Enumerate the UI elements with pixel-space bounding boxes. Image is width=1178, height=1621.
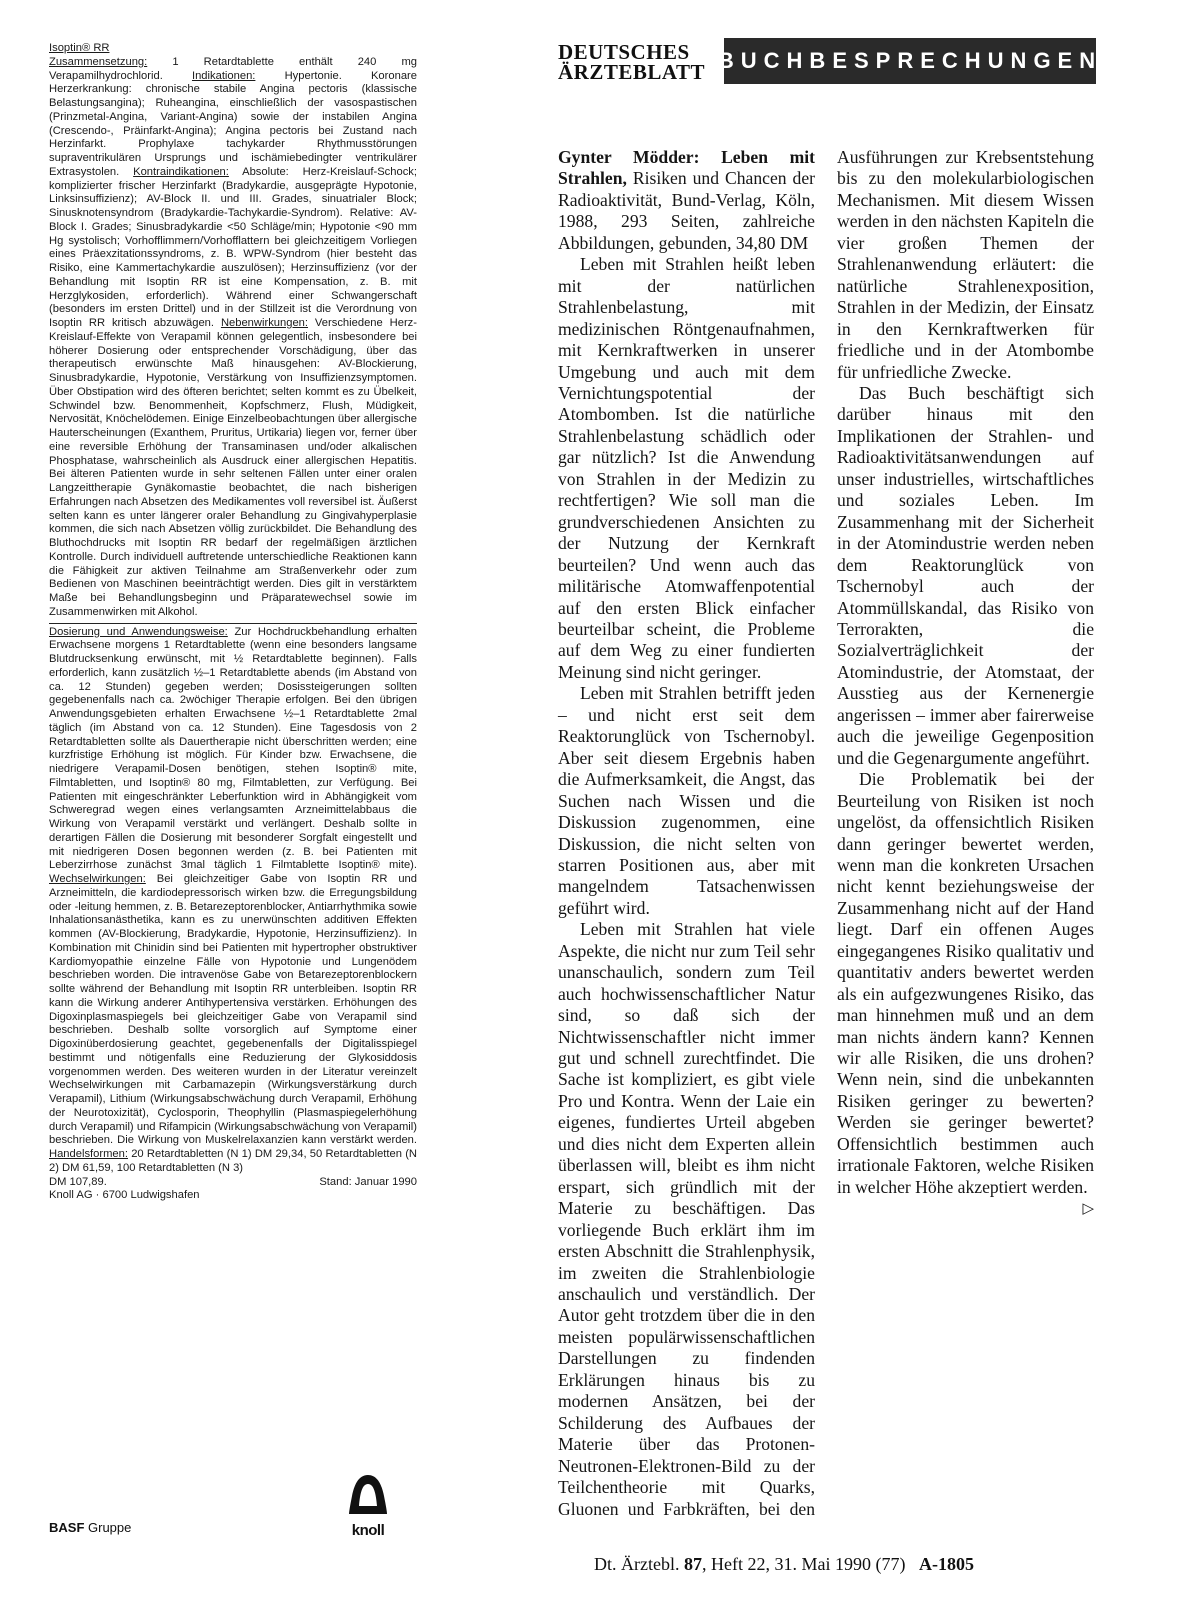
- review-paragraph: Leben mit Strahlen betrifft jeden – und nicht erst seit dem Reaktorunglück von Tschernobyl. Aber seit diesem Ergebnis haben die Aufmerksamkeit, die Angst, das Suchen nach Wissen und die Diskussion zugenommen, eine Diskussion, die nicht selten von starren Positionen aus, aber mit mangelndem Tatsachenwissen geführt wird.: [558, 683, 815, 918]
- price-stand-row: [49, 1176, 417, 1190]
- contraindications-text: Absolute: Herz-Kreislauf-Schock; komplizierter frischer Herzinfarkt (Bradykardie, ausgeprägte Hypotonie, Linksinsuffizienz); AV-Block II. und III. Grades, sinuatrialer Block; Sinusknotensyndrom (Bradykardie-Tachykardie-Syndrom). Relative: AV-Block I. Grades; Sinusbradykardie <50 Schläge/min; Hypotonie <90 mm Hg systolisch; Vorhofflimmern/Vorhofflattern bei gleichzeitigem Vorliegen eines Präexzitationssyndroms, z. B. WPW-Syndrom (hier besteht das Risiko, eine Kammertachykardie auszulösen); Herzinsuffizienz (vor der Behandlung mit Isoptin RR ist eine Kompensation, z. B. mit Herzglykosiden, erforderlich). Während einer Schwangerschaft (besonders im ersten Drittel) und in der Stillzeit ist die Verordnung von Isoptin RR kritisch abzuwägen.: [49, 165, 418, 329]
- indications-text: Hypertonie. Koronare Herzerkrankung: chronische stabile Angina pectoris (klassische Belastungsangina); Ruheangina, einschließlich der vasospastischen (Prinzmetal-Angina, Variant-Angina) sowie der instabilen Angina (Crescendo-, Präinfarkt-Angina); Angina pectoris bei Zustand nach Herzinfarkt. Prophylaxe tachykarder Rhythmusstörungen supraventrikulären Ursprungs und ischämiebedingter ventrikulärer Extrasystolen.: [49, 69, 417, 178]
- basf-name: BASF: [49, 1520, 85, 1535]
- company-address: Knoll AG · 6700 Ludwigshafen: [49, 1189, 200, 1202]
- footer-issue: , Heft 22, 31. Mai 1990 (77): [701, 1554, 906, 1574]
- last-price: DM 107,89.: [49, 1175, 107, 1188]
- page-number: A-1805: [918, 1554, 974, 1574]
- side-effects-label: Nebenwirkungen:: [220, 317, 309, 329]
- review-paragraph: Das Buch beschäftigt sich darüber hinaus mit den Implikationen der Strahlen- und Radioaktivitätsanwendungen auf unser industrielles, wirtschaftliches und soziales Leben. Im Zusammenhang mit der Sicherheit in der Atomindustrie werden neben dem Reaktorunglück von Tschernobyl auch der Atommüllskandal, das Risiko von Terrorakten, die Sozialverträglichkeit der Atomindustrie, der Atomstaat, der Ausstieg aus der Kernenergie angerissen – immer aber fairerweise auch die jeweilige Gegenposition und die Gegenargumente angeführt.: [837, 382, 1094, 768]
- review-paragraph: Leben mit Strahlen hat viele Aspekte, die nicht nur zum Teil sehr unanschaulich, sondern zum Teil auch hochwissenschaftlicher Natur sind, so daß sich der Nichtwissenschaftler nicht immer gut und schnell zurechtfindet. Die Sache ist kompliziert, es gibt viele Pro und Kontra. Wenn der Laie ein eigenes, fundiertes Urteil abgeben und dies nicht dem Experten allein überlassen will, bleibt es ihm nicht erspart, sich gründlich mit der Materie zu beschäftigen. Das vorliegende Buch erklärt ihm im ersten Abschnitt die Strahlenphysik, im zweiten die Strahlenbiologie anschaulich und verständlich. Der Autor geht trotzdem über die in den meisten populärwissenschaftlichen Darstellungen zu findenden Erklärungen hinaus bis zu modernen Ansätzen, bei der Schilderung des Aufbaues der Materie über das Protonen-Neutronen-Elektronen-Bild zu der Teilchentheorie mit Quarks, Gluonen und Farbkräften, bei den Ausführungen zur Krebsentstehung bis zu den molekularbiologischen Mechanismen. Mit diesem Wissen werden in den nächsten Kapiteln die vier großen Themen der Strahlenanwendung erläutert: die natürliche Strahlenexposition, Strahlen in der Medizin, der Einsatz in den Kernkraftwerken für friedliche und in der Atombombe für unfriedliche Zwecke.: [558, 147, 1094, 1519]
- page-footer: [594, 1554, 974, 1575]
- isoptin-advertisement: [49, 42, 417, 1203]
- indications-label: Indikationen:: [191, 69, 256, 82]
- continue-arrow-icon: ▷: [1082, 1199, 1094, 1218]
- basf-group: Gruppe: [84, 1520, 132, 1535]
- review-title: Gynter Mödder: Leben mit Strahlen,: [558, 147, 815, 189]
- composition-text: 1 Retardtablette enthält 240 mg Verapamilhydrochlorid.: [49, 55, 417, 82]
- review-heading: [558, 147, 815, 254]
- dosage-text: Zur Hochdruckbehandlung erhalten Erwachsene morgens 1 Retardtablette (wenn eine besonders langsame Blutdrucksenkung erwünscht, mit ½ Retardtablette beginnen). Falls erforderlich, kann zusätzlich ½–1 Retardtablette abends (im Abstand von ca. 12 Stunden) gegeben werden; Dosissteigerungen sollten gegebenenfalls nach ca. 2wöchiger Therapie erfolgen. Bei den übrigen Anwendungsgebieten erhalten Erwachsene ½–1 Retardtablette 2mal täglich (im Abstand von ca. 12 Stunden). Eine Tagesdosis von 2 Retardtabletten sollte als Dauertherapie nicht überschritten werden; eine kurzfristige Erhöhung ist möglich. Für Kinder bzw. Erwachsene, die niedrigere Verapamil-Dosen benötigen, stehen Isoptin® mite, Filmtabletten, und Isoptin® 80 mg, Filmtabletten, zur Verfügung. Bei Patienten mit eingeschränkter Leberfunktion wird in Abhängigkeit vom Schweregrad wegen eines verlangsamten Arzneimittelabbaus die Wirkung von Verapamil verstärkt und verlängert. Deshalb sollte in derartigen Fällen die Dosierung mit besonderer Sorgfalt eingestellt und mit niedrigeren Dosen begonnen werden (z. B. bei Patienten mit Leberzirrhose zunächst 3mal täglich 1 Filmtablette Isoptin® mite).: [49, 625, 417, 872]
- journal-name: [558, 42, 705, 82]
- side-effects-text: Verschiedene Herz-Kreislauf-Effekte von Verapamil können gelegentlich, insbesondere bei höherer Dosierung oder entsprechender Vorschädigung, über das therapeutisch erwünschte Maß hinausgehen: AV-Blockierung, Sinusbradykardie, Hypotonie, Verstärkung von Insuffizienzsymptomen. Über Obstipation wird des öfteren berichtet; selten kommt es zu Übelkeit, Schwindel bzw. Benommenheit, Kopfschmerz, Flush, Müdigkeit, Nervosität, Knöchelödemen. Einige Einzelbeobachtungen über allergische Hauterscheinungen (Exanthem, Pruritus, Urtikaria) liegen vor, ferner über eine reversible Erhöhung der Transaminasen und/oder alkalischen Phosphatase, wahrscheinlich als Ausdruck einer allergischen Hepatitis. Bei älteren Patienten wurde in sehr seltenen Fällen unter einer oralen Langzeittherapie Gynäkomastie beobachtet, die nach bisherigen Erfahrungen nach Absetzen des Medikamentes voll reversibel ist. Äußerst selten kann es unter längerer oraler Behandlung zu Gingivahyperplasie kommen, die sich nach Absetzen völlig zurückbildet. Die Behandlung des Bluthochdrucks mit Isoptin RR bedarf der regelmäßigen ärztlichen Kontrolle. Durch individuell auftretende unterschiedliche Reaktionen kann die Fähigkeit zur aktiven Teilnahme am Straßenverkehr oder zum Bedienen von Maschinen beeinträchtigt werden. Dies gilt in verstärktem Maße bei Behandlungsbeginn und Präparatewechsel sowie im Zusammenwirken mit Alkohol.: [49, 317, 417, 618]
- review-paragraph: Leben mit Strahlen heißt leben mit der natürlichen Strahlenbelastung, mit medizinischen Röntgenaufnahmen, mit Kernkraftwerken in unserer Umgebung und auch mit dem Vernichtungspotential der Atombomben. Ist die natürliche Strahlenbelastung schädlich oder gar nützlich? Ist die Anwendung von Strahlen in der Medizin zu rechtfertigen? Wie soll man die grundverschiedenen Ansichten zu der Nutzung der Kernkraft beurteilen? Und wenn auch das militärische Atomwaffenpotential auf den ersten Blick einfacher beurteilbar scheint, die Probleme auf dem Weg zu einer fundierten Meinung sind nicht geringer.: [558, 254, 815, 682]
- masthead: [558, 38, 1103, 88]
- packaging-label: Handelsformen:: [49, 1148, 128, 1160]
- review-bibliography: Risiken und Chancen der Radioaktivität, Bund-Verlag, Köln, 1988, 293 Seiten, zahlreiche Abbildungen, gebunden, 34,80 DM: [558, 168, 815, 253]
- footer-volume: 87: [683, 1554, 702, 1574]
- footer-journal: Dt. Ärztebl.: [594, 1554, 680, 1574]
- dosage-label: Dosierung und Anwendungsweise:: [49, 625, 228, 638]
- contraindications-label: Kontraindikationen:: [133, 165, 229, 178]
- book-review-article: [558, 147, 1094, 1520]
- interactions-text: Bei gleichzeitiger Gabe von Isoptin RR und Arzneimitteln, die kardiodepressorisch wirken bzw. die Erregungsbildung oder -leitung hemmen, z. B. Betarezeptorenblocker, Antiarrhythmika sowie Inhalationsanästhetika, kann es zu unerwünschten additiven Effekten kommen (AV-Blockierung, Bradykardie, Hypotonie, Herzinsuffizienz). In Kombination mit Chinidin sind bei Patienten mit hypertropher obstruktiver Kardiomyopathie einzelne Fälle von Hypotonie und Lungenödem beschrieben worden. Die intravenöse Gabe von Betarezeptorenblockern sollte während der Behandlung mit Isoptin RR unterbleiben. Isoptin RR kann die Wirkung anderer Antihypertensiva verstärken. Erhöhungen des Digoxinplasmaspiegels bei gleichzeitiger Gabe von Verapamil sind beschrieben. Deshalb sollte vorsorglich auf Symptome einer Digoxinüberdosierung geachtet, gegebenenfalls der Digitalisspiegel bestimmt und nötigenfalls eine Reduzierung der Glykosiddosis vorgenommen werden. Des weiteren wurden in der Literatur vereinzelt Wechselwirkungen mit Carbamazepin (Wirkungsverstärkung durch Verapamil), Lithium (Wirkungsabschwächung durch Verapamil, Erhöhung der Neurotoxizität), Cyclosporin, Theophyllin (Plasmaspiegelerhöhung durch Verapamil) und Rifampicin (Wirkungsabschwächung von Verapamil) beschrieben. Die Wirkung von Muskelrelaxanzien kann verstärkt werden.: [49, 873, 417, 1147]
- basf-group-label: [49, 1520, 131, 1535]
- section-banner: BUCHBESPRECHUNGEN: [724, 38, 1096, 84]
- packaging-text: 20 Retardtabletten (N 1) DM 29,34, 50 Retardtabletten (N 2) DM 61,59, 100 Retardtabletten (N 3): [49, 1148, 417, 1174]
- stand-date: Stand: Januar 1990: [319, 1175, 417, 1188]
- knoll-logo: [338, 1472, 398, 1538]
- review-paragraph: Die Problematik bei der Beurteilung von Risiken ist noch ungelöst, da offensichtlich Risiken dann geringer bewertet werden, wenn man die konkreten Ursachen nicht kennt beziehungsweise der Zusammenhang nicht auf der Hand liegt. Darf ein offenen Auges eingegangenes Risiko qualitativ und quantitativ anders bewertet werden als ein aufgezwungenes Risiko, das man hinnehmen muß und an dem man nichts ändern kann? Kennen wir alle Risiken, die uns drohen? Wenn nein, sind die unbekannten Risiken geringer zu bewerten? Werden sie geringer bewertet? Offensichtlich bestimmen auch irrationale Faktoren, welche Risiken in welcher Höhe akzeptiert werden.: [837, 769, 1094, 1197]
- knoll-wordmark: knoll: [351, 1522, 385, 1539]
- interactions-label: Wechselwirkungen:: [49, 873, 146, 885]
- knoll-logo-mark-icon: [345, 1472, 391, 1518]
- review-paragraph-last: [837, 769, 1094, 1218]
- section-divider: [49, 623, 417, 624]
- journal-name-line1: DEUTSCHES: [558, 40, 690, 64]
- product-heading: Isoptin® RR: [49, 42, 110, 54]
- journal-name-line2: ÄRZTEBLATT: [558, 60, 705, 84]
- composition-label: Zusammensetzung:: [49, 55, 148, 68]
